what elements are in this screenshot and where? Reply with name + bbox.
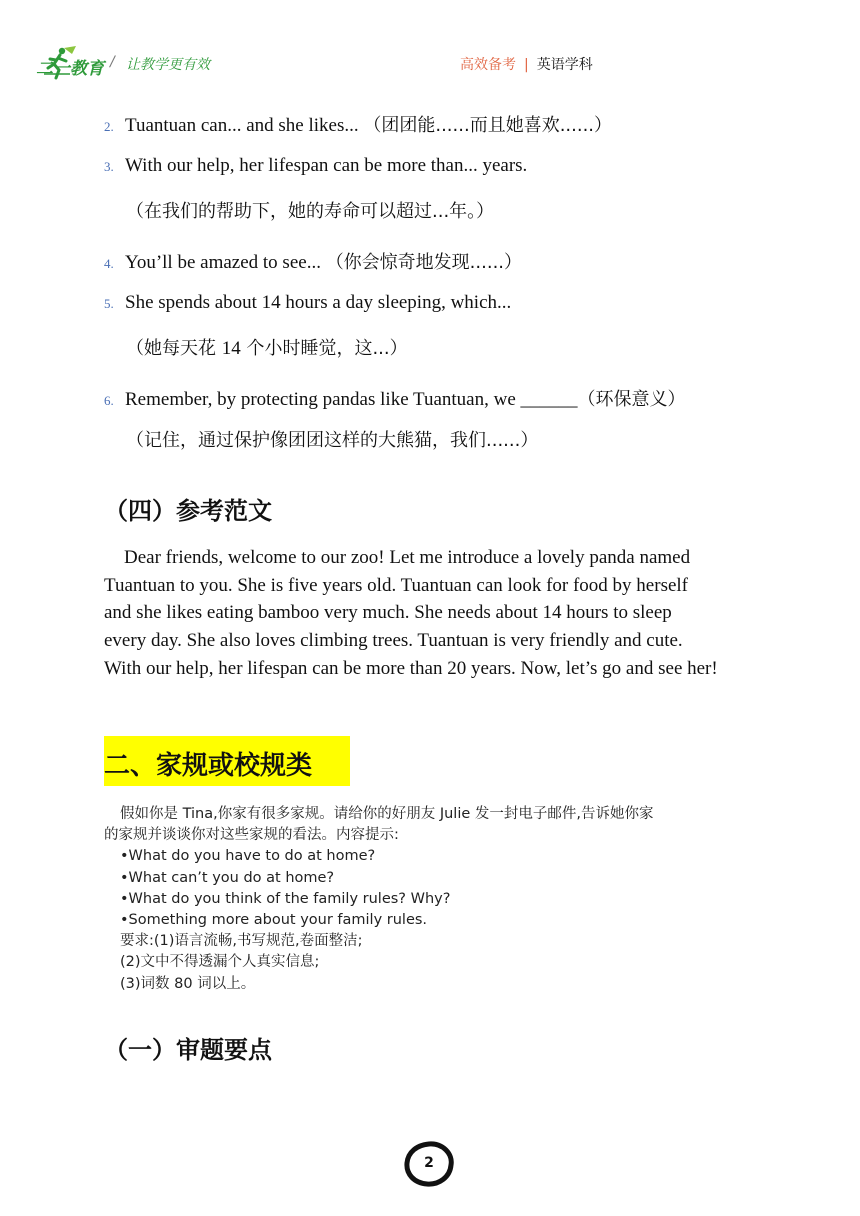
- item-number: 2.: [104, 119, 114, 134]
- item-number: 4.: [104, 256, 114, 271]
- exam-label: 高效备考: [460, 57, 516, 73]
- essay-line: and she likes eating bamboo very much. She needs about 14 hours to sleep: [104, 602, 672, 624]
- item-english: With our help, her lifespan can be more than... years.: [125, 155, 528, 176]
- item-number: 3.: [104, 159, 114, 174]
- task-line: •What do you think of the family rules? Why?: [120, 890, 451, 907]
- slogan: 让教学更有效: [126, 57, 210, 73]
- task-line: •Something more about your family rules.: [120, 912, 428, 929]
- item-number: 6.: [104, 393, 114, 408]
- header-separator: /: [110, 54, 115, 70]
- item-chinese: （环保意义）: [577, 389, 686, 410]
- list-item: [104, 292, 511, 314]
- item-chinese: （你会惊奇地发现......）: [325, 252, 523, 273]
- item-translation: [126, 334, 408, 360]
- task-line: 要求:(1)语言流畅,书写规范,卷面整洁;: [120, 933, 363, 950]
- translation-part: 个小时睡觉，这...）: [240, 338, 408, 359]
- item-number: 5.: [104, 296, 114, 311]
- essay-line: Tuantuan to you. She is five years old. Tuantuan can look for food by herself: [104, 574, 688, 596]
- task-line: 假如你是 Tina,你家有很多家规。请给你的好朋友 Julie 发一封电子邮件,告诉她你家: [120, 806, 654, 822]
- list-item: [104, 385, 686, 411]
- task-line: •What can’t you do at home?: [120, 869, 335, 886]
- section-title-highlight: [104, 736, 350, 786]
- item-english: She spends about 14 hours a day sleeping, which...: [125, 292, 512, 313]
- section-title: 二、家规或校规类: [104, 751, 313, 781]
- writing-task: [104, 804, 774, 995]
- header-divider: |: [524, 57, 529, 73]
- item-chinese: （团团能......而且她喜欢......）: [363, 115, 613, 136]
- task-line: •What do you have to do at home?: [120, 848, 376, 865]
- section-subheading: （一）审题要点: [104, 1036, 272, 1064]
- logo-text: 二一教育: [36, 59, 104, 79]
- item-translation: （记住，通过保护像团团这样的大熊猫，我们......）: [126, 430, 539, 451]
- page-number: 2: [424, 1155, 434, 1171]
- translation-number: 14: [221, 338, 241, 359]
- list-item: [104, 248, 522, 274]
- essay-line: every day. She also loves climbing trees. Tuantuan is very friendly and cute.: [104, 630, 683, 652]
- list-item: [104, 111, 612, 137]
- task-line: 的家规并谈谈你对这些家规的看法。内容提示:: [104, 827, 399, 844]
- subject-label: 英语学科: [536, 57, 593, 73]
- section-heading: （四）参考范文: [104, 497, 272, 525]
- header-right: [460, 54, 593, 74]
- item-english: Tuantuan can... and she likes...: [125, 115, 364, 136]
- essay-line: Dear friends, welcome to our zoo! Let me introduce a lovely panda named: [124, 547, 691, 568]
- item-english: You’ll be amazed to see...: [125, 252, 326, 273]
- task-line: (3)词数 80 词以上。: [120, 975, 256, 992]
- page-header: [0, 46, 860, 82]
- task-line: (2)文中不得透漏个人真实信息;: [120, 954, 320, 971]
- item-translation: （在我们的帮助下，她的寿命可以超过...年。）: [126, 201, 495, 222]
- page-number-badge: [403, 1140, 455, 1188]
- item-english: Remember, by protecting pandas like Tuantuan, we ______: [125, 389, 578, 410]
- translation-part: （她每天花: [126, 338, 222, 359]
- list-item: [104, 155, 527, 177]
- essay-line: With our help, her lifespan can be more than 20 years. Now, let’s go and see her!: [104, 657, 718, 679]
- sample-essay: [104, 544, 776, 683]
